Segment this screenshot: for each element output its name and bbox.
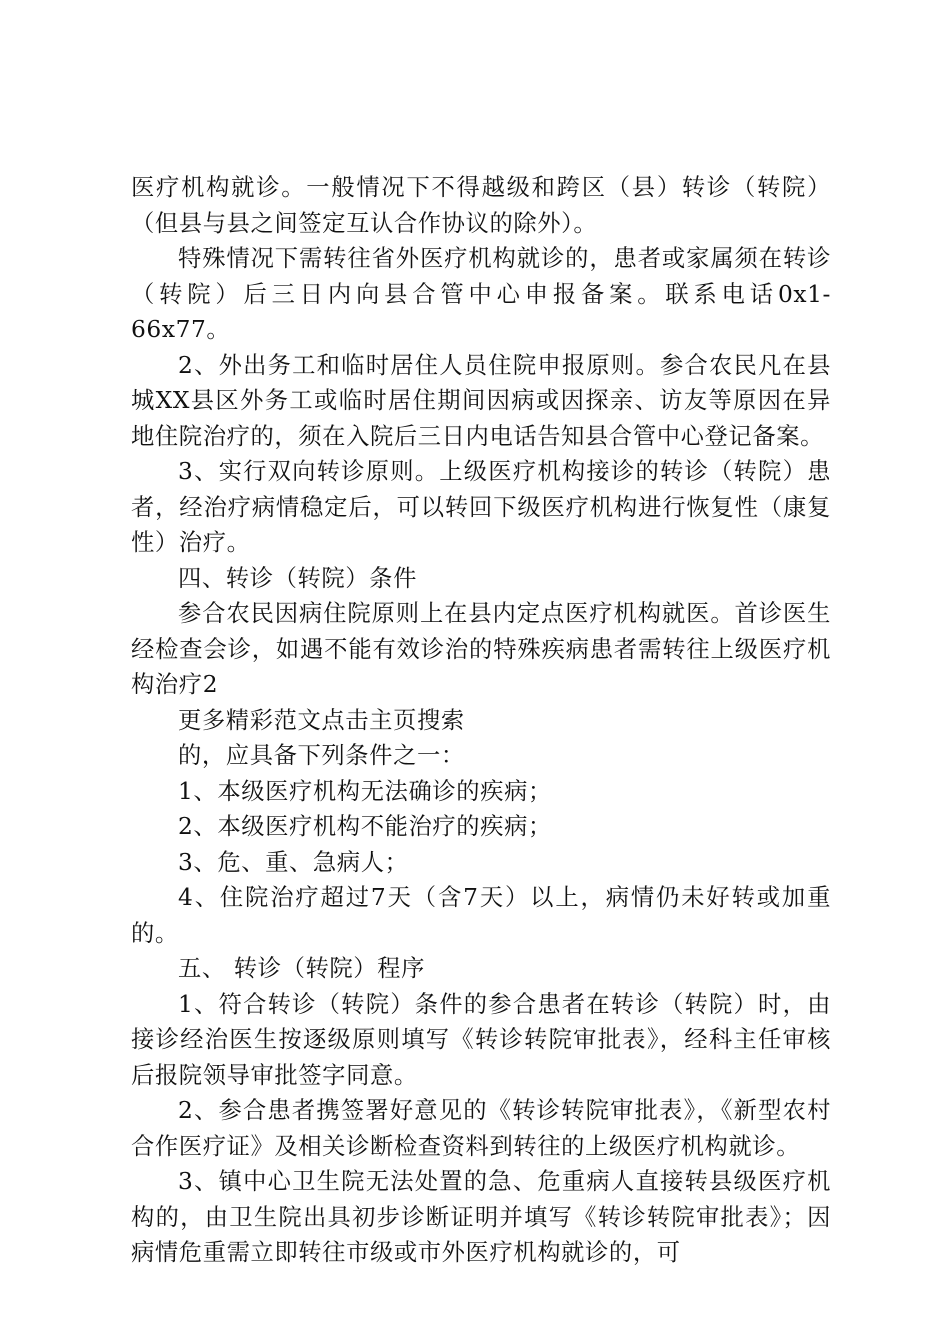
- list-item-1: 1、本级医疗机构无法确诊的疾病；: [178, 777, 552, 805]
- document-body: [131, 170, 831, 1271]
- paragraph-8: 的，应具备下列条件之一：: [178, 742, 465, 769]
- section-heading-5: 五、 转诊（转院）程序: [178, 955, 425, 982]
- list-item-4: 4、住院治疗超过7天（含7天）以上，病情仍未好转或加重的。: [131, 884, 831, 947]
- paragraph-4: 3、实行双向转诊原则。上级医疗机构接诊的转诊（转院）患者，经治疗病情稳定后，可以转回下级医疗机构进行恢复性（康复性）治疗。: [131, 458, 831, 556]
- list-item-3: 3、危、重、急病人；: [178, 848, 409, 876]
- paragraph-3: 2、外出务工和临时居住人员住院申报原则。参合农民凡在县城XX县区外务工或临时居住期间因病或因探亲、访友等原因在异地住院治疗的，须在入院后三日内电话告知县合管中心登记备案。: [131, 351, 831, 450]
- promo-line: 更多精彩范文点击主页搜索: [178, 706, 465, 734]
- paragraph-16: 3、镇中心卫生院无法处置的急、危重病人直接转县级医疗机构的，由卫生院出具初步诊断证明并填写《转诊转院审批表》；因病情危重需立即转往市级或市外医疗机构就诊的，可: [131, 1168, 831, 1266]
- paragraph-2: 特殊情况下需转往省外医疗机构就诊的，患者或家属须在转诊（转院）后三日内向县合管中心申报备案。联系电话0x1-66x77。: [131, 245, 831, 343]
- list-item-2: 2、本级医疗机构不能治疗的疾病；: [178, 813, 552, 840]
- paragraph-15: 2、参合患者携签署好意见的《转诊转院审批表》，《新型农村合作医疗证》及相关诊断检查资料到转往的上级医疗机构就诊。: [131, 1097, 831, 1160]
- paragraph-1: 医疗机构就诊。一般情况下不得越级和跨区（县）转诊（转院）（但县与县之间签定互认合作协议的除外）。: [131, 174, 831, 237]
- paragraph-14: 1、符合转诊（转院）条件的参合患者在转诊（转院）时，由接诊经治医生按逐级原则填写《转诊转院审批表》，经科主任审核后报院领导审批签字同意。: [131, 990, 831, 1089]
- paragraph-6: 参合农民因病住院原则上在县内定点医疗机构就医。首诊医生经检查会诊，如遇不能有效诊治的特殊疾病患者需转往上级医疗机构治疗2: [131, 600, 831, 698]
- section-heading-4: 四、转诊（转院）条件: [178, 564, 417, 592]
